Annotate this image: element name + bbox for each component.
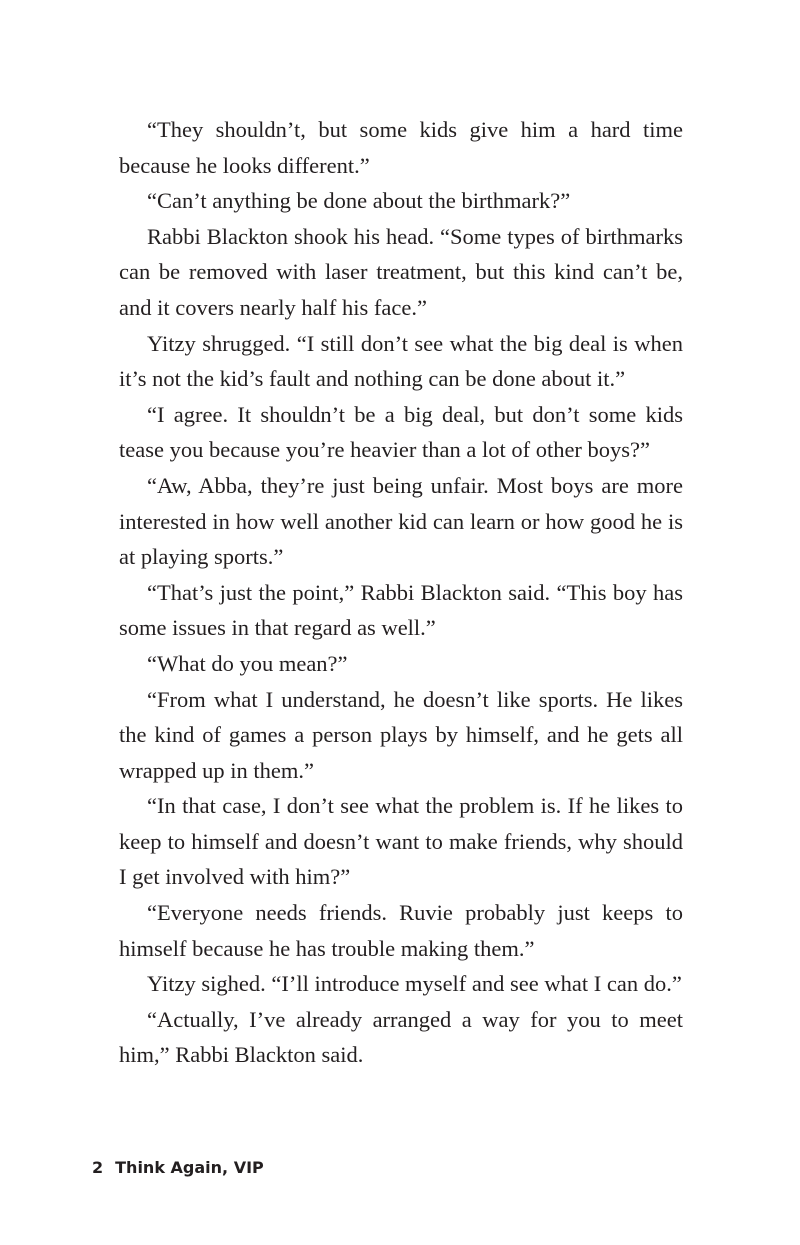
paragraph: “I agree. It shouldn’t be a big deal, but don’t some kids tease you because you’re heavier than a lot of other boys?”: [119, 401, 683, 463]
paragraph: “Can’t anything be done about the birthmark?”: [147, 188, 571, 214]
paragraph: Rabbi Blackton shook his head. “Some types of birthmarks can be removed with laser treatment, but this kind can’t be, and it covers nearly half his face.”: [119, 223, 683, 320]
paragraph: “In that case, I don’t see what the problem is. If he likes to keep to himself and doesn’t want to make friends, why should I get involved with him?”: [119, 793, 683, 890]
paragraph: “Everyone needs friends. Ruvie probably just keeps to himself because he has trouble making them.”: [119, 900, 683, 961]
page-number: 2: [92, 1158, 104, 1177]
paragraph: Yitzy sighed. “I’ll introduce myself and see what I can do.”: [147, 971, 682, 997]
paragraph: “From what I understand, he doesn’t like sports. He likes the kind of games a person plays by himself, and he gets all wrapped up in them.”: [119, 686, 683, 783]
paragraph: “They shouldn’t, but some kids give him a hard time because he looks different.”: [119, 117, 683, 178]
page-footer: [92, 1158, 264, 1178]
paragraph: “What do you mean?”: [147, 650, 348, 676]
paragraph: “Actually, I’ve already arranged a way for you to meet him,” Rabbi Blackton said.: [119, 1006, 683, 1068]
paragraph: “That’s just the point,” Rabbi Blackton said. “This boy has some issues in that regard as well.”: [119, 579, 683, 641]
running-title: Think Again, VIP: [115, 1158, 264, 1177]
body-text: [119, 112, 683, 1073]
paragraph: “Aw, Abba, they’re just being unfair. Most boys are more interested in how well another kid can learn or how good he is at playing sports.”: [119, 472, 683, 570]
paragraph: Yitzy shrugged. “I still don’t see what the big deal is when it’s not the kid’s fault and nothing can be done about it.”: [119, 330, 683, 392]
